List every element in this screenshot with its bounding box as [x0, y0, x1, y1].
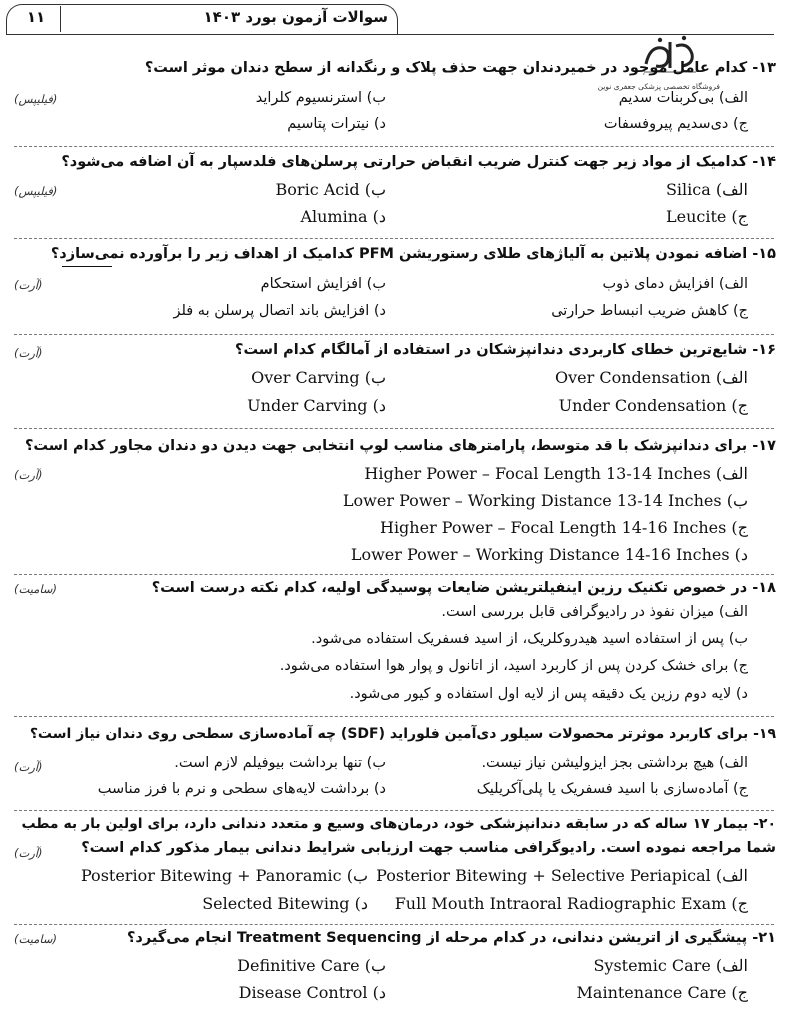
question-21-option-b: ب) Definitive Care — [237, 956, 386, 975]
question-divider — [14, 428, 774, 429]
question-divider — [14, 574, 774, 575]
question-18-source: (سامیت) — [14, 582, 58, 596]
question-13-option-c: ج) دی‌سدیم پیروفسفات — [603, 116, 748, 132]
question-20-option-b: ب) Posterior Bitewing + Panoramic — [80, 866, 368, 885]
question-divider — [14, 146, 774, 147]
question-21-source: (سامیت) — [14, 932, 58, 946]
question-14-option-c: ج) Leucite — [665, 207, 748, 226]
question-15-source: (آرت) — [14, 278, 43, 292]
question-divider — [14, 716, 774, 717]
question-19-source: (آرت) — [14, 760, 43, 774]
question-19-option-c: ج) آماده‌سازی با اسید فسفریک یا پلی‌آکریلیک — [476, 781, 748, 797]
question-17-option-c: ج) Higher Power – Focal Length 14-16 Inches — [379, 518, 748, 537]
question-14-source: (فیلیپس) — [14, 184, 58, 198]
question-14-stem: ۱۴- کدامیک از مواد زیر جهت کنترل ضریب انقباض حرارتی پرسلن‌های فلدسپار به آن اضافه می‌شود؟ — [61, 154, 776, 170]
question-16-option-b: ب) Over Carving — [251, 368, 386, 387]
question-15-option-b: ب) افزایش استحکام — [260, 276, 386, 292]
question-16-stem: ۱۶- شایع‌ترین خطای کاربردی دندانپزشکان در استفاده از آمالگام کدام است؟ — [235, 342, 776, 358]
question-18-option-c: ج) برای خشک کردن پس از کاربرد اسید، از اتانول و پوار هوا استفاده می‌شود. — [279, 658, 748, 674]
question-17-option-b: ب) Lower Power – Working Distance 13-14 Inches — [342, 491, 748, 510]
question-21-option-d: د) Disease Control — [238, 983, 386, 1002]
question-15-option-d: د) افزایش باند اتصال پرسلن به فلز — [173, 303, 386, 319]
question-16-source: (آرت) — [14, 346, 43, 360]
question-19-stem: ۱۹- برای کاربرد موثرتر محصولات سیلور دی‌آمین فلوراید (SDF) چه آماده‌سازی سطحی روی دندان نیاز است؟ — [29, 726, 776, 742]
question-18-option-a: الف) میزان نفوذ در رادیوگرافی قابل بررسی است. — [441, 604, 748, 620]
question-17-option-a: الف) Higher Power – Focal Length 13-14 Inches — [364, 464, 748, 483]
question-13-option-b: ب) استرنسیوم کلراید — [255, 90, 386, 106]
negation-underline — [62, 266, 112, 267]
question-13-option-a: الف) بی‌کربنات سدیم — [618, 90, 748, 106]
question-16-option-c: ج) Under Condensation — [558, 396, 748, 415]
question-20-option-d: د) Selected Bitewing — [202, 894, 368, 913]
question-divider — [14, 924, 774, 925]
question-19-option-b: ب) تنها برداشت بیوفیلم لازم است. — [174, 755, 386, 771]
question-20-option-c: ج) Full Mouth Intraoral Radiographic Exam — [394, 894, 748, 913]
header-title: سوالات آزمون بورد ۱۴۰۳ — [203, 8, 388, 26]
page-number-separator — [60, 6, 61, 32]
question-21-stem: ۲۱- پیشگیری از اتریشن دندانی، در کدام مرحله از Treatment Sequencing انجام می‌گیرد؟ — [126, 930, 776, 946]
question-15-option-c: ج) کاهش ضریب انبساط حرارتی — [551, 303, 748, 319]
question-16-option-a: الف) Over Condensation — [554, 368, 748, 387]
question-18-stem: ۱۸- در خصوص تکنیک رزین اینفیلتریشن ضایعات پوسیدگی اولیه، کدام نکته درست است؟ — [151, 580, 776, 596]
question-19-option-a: الف) هیچ برداشتی بجز ایزولیشن نیاز نیست. — [481, 755, 748, 771]
logo-caption: فروشگاه تخصصی پزشکی جعفری نوین — [597, 82, 720, 91]
question-divider — [14, 238, 774, 239]
question-18-option-d: د) لایه دوم رزین یک دقیقه پس از لایه اول استفاده و کیور می‌شود. — [349, 686, 748, 702]
question-18-option-b: ب) پس از استفاده اسید هیدروکلریک، از اسید فسفریک استفاده می‌شود. — [311, 631, 748, 647]
question-20-stem: ۲۰- بیمار ۱۷ ساله که در سابقه دندانپزشکی خود، درمان‌های وسیع و متعدد دندانی دارد، برای اولین بار به مطب — [21, 816, 776, 832]
question-16-option-d: د) Under Carving — [247, 396, 386, 415]
question-14-option-d: د) Alumina — [300, 207, 386, 226]
question-15-option-a: الف) افزایش دمای ذوب — [602, 276, 748, 292]
question-17-option-d: د) Lower Power – Working Distance 14-16 Inches — [350, 545, 748, 564]
question-14-option-a: الف) Silica — [665, 180, 748, 199]
question-14-option-b: ب) Boric Acid — [275, 180, 386, 199]
question-21-option-a: الف) Systemic Care — [593, 956, 748, 975]
question-19-option-d: د) برداشت لایه‌های سطحی و نرم با فرز مناسب — [97, 781, 386, 797]
question-17-stem: ۱۷- برای دندانپزشک با قد متوسط، پارامترهای مناسب لوپ انتخابی جهت دیدن دو دندان مجاور کدام است؟ — [25, 438, 776, 454]
question-20-option-a: الف) Posterior Bitewing + Selective Periapical — [376, 866, 748, 885]
page-number: ۱۱ — [26, 8, 46, 26]
question-20-stem-continued: شما مراجعه نموده است. رادیوگرافی مناسب جهت ارزیابی شرایط دندانی بیمار مذکور کدام است؟ — [81, 840, 776, 856]
question-13-option-d: د) نیترات پتاسیم — [287, 116, 386, 132]
question-divider — [14, 334, 774, 335]
question-divider — [14, 810, 774, 811]
question-20-source: (آرت) — [14, 846, 43, 860]
question-13-source: (فیلیپس) — [14, 92, 58, 106]
question-13-stem: ۱۳- کدام عامل موجود در خمیردندان جهت حذف پلاک و رنگدانه از سطح دندان موثر است؟ — [144, 60, 776, 76]
question-21-option-c: ج) Maintenance Care — [576, 983, 748, 1002]
question-15-stem: ۱۵- اضافه نمودن پلاتین به آلیاژهای طلای رستوریشن PFM کدامیک از اهداف زیر را برآورده نمی‌سازد؟ — [50, 246, 776, 262]
question-17-source: (آرت) — [14, 468, 43, 482]
